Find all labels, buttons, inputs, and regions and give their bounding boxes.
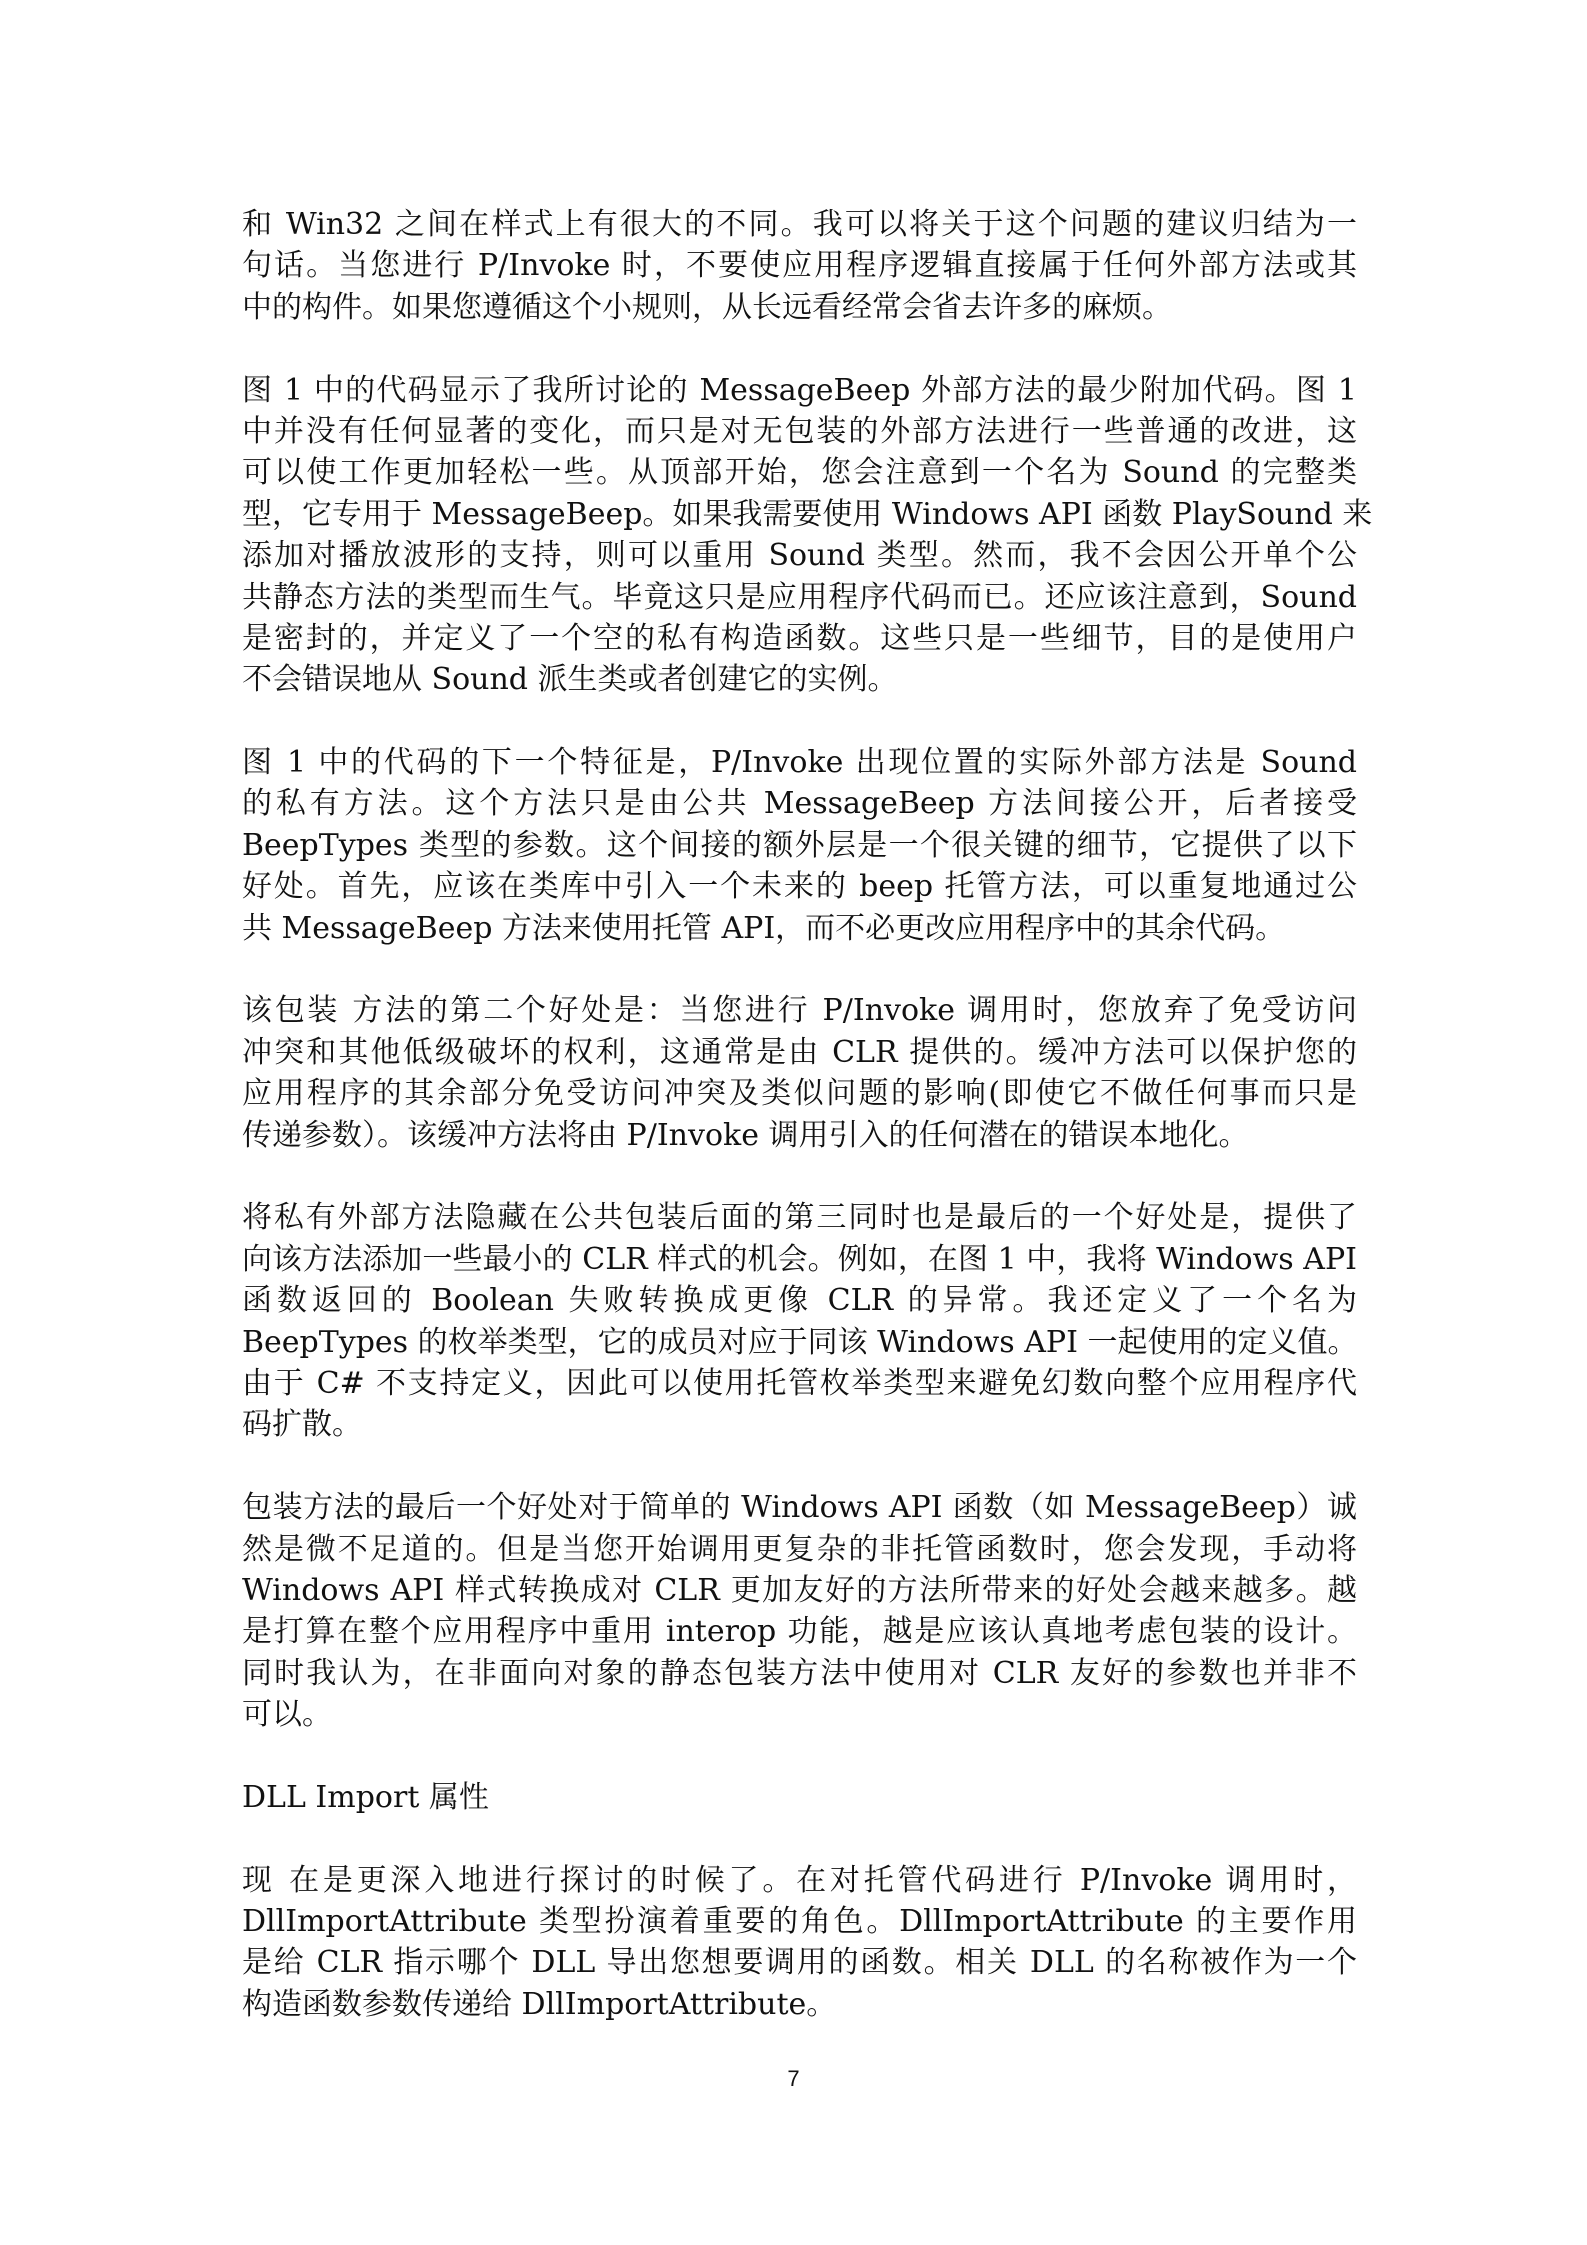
text-line: 不会错误地从 Sound 派生类或者创建它的实例。 [242,662,898,698]
text-line: 传递参数）。该缓冲方法将由 P/Invoke 调用引入的任何潜在的错误本地化。 [242,1117,1249,1153]
page-number: 7 [787,2066,800,2091]
text-line: 可以使工作更加轻松一些。从顶部开始，您会注意到一个名为 Sound 的完整类 [242,455,1357,491]
text-line: DllImportAttribute 类型扮演着重要的角色。DllImportAttribute 的主要作用 [242,1904,1357,1940]
text-line: 该包装 方法的第二个好处是：当您进行 P/Invoke 调用时，您放弃了免受访问 [242,993,1357,1029]
text-line: 然是微不足道的。但是当您开始调用更复杂的非托管函数时，您会发现，手动将 [242,1531,1357,1567]
text-line: 可以。 [242,1697,332,1733]
text-line: 中并没有任何显著的变化，而只是对无包装的外部方法进行一些普通的改进，这 [242,413,1357,449]
section-heading [242,1777,1357,1818]
text-line: 向该方法添加一些最小的 CLR 样式的机会。例如，在图 1 中，我将 Windows API [242,1241,1357,1277]
text-line: 句话。当您进行 P/Invoke 时，不要使应用程序逻辑直接属于任何外部方法或其 [242,248,1357,284]
text-line: 是给 CLR 指示哪个 DLL 导出您想要调用的函数。相关 DLL 的名称被作为一个 [242,1945,1357,1981]
text-line: 的私有方法。这个方法只是由公共 MessageBeep 方法间接公开，后者接受 [242,786,1357,822]
text-line: 共 MessageBeep 方法来使用托管 API，而不必更改应用程序中的其余代码。 [242,910,1286,946]
text-line: 现 在是更深入地进行探讨的时候了。在对托管代码进行 P/Invoke 调用时， [242,1862,1357,1898]
text-line: 将私有外部方法隐藏在公共包装后面的第三同时也是最后的一个好处是，提供了 [242,1200,1357,1236]
text-line: 是密封的，并定义了一个空的私有构造函数。这些只是一些细节，目的是使用户 [242,620,1357,656]
paragraph [242,1197,1357,1445]
text-line: Windows API 样式转换成对 CLR 更加友好的方法所带来的好处会越来越多。越 [242,1572,1357,1608]
text-line: 冲突和其他低级破坏的权利，这通常是由 CLR 提供的。缓冲方法可以保护您的 [242,1034,1357,1070]
text-line: BeepTypes 的枚举类型，它的成员对应于同该 Windows API 一起使用的定义值。 [242,1324,1358,1360]
paragraph [242,204,1357,328]
text-line: 好处。首先，应该在类库中引入一个未来的 beep 托管方法，可以重复地通过公 [242,869,1357,905]
text-line: 型，它专用于 MessageBeep。如果我需要使用 Windows API 函数 PlaySound 来 [242,496,1373,532]
text-line: 包装方法的最后一个好处对于简单的 Windows API 函数（如 MessageBeep）诚 [242,1490,1357,1526]
text-line: 图 1 中的代码显示了我所讨论的 MessageBeep 外部方法的最少附加代码。图 1 [242,372,1357,408]
paragraph [242,990,1357,1156]
document-body [242,204,1373,2067]
text-line: 由于 C# 不支持定义，因此可以使用托管枚举类型来避免幻数向整个应用程序代 [242,1365,1357,1401]
paragraph [242,370,1373,701]
text-line: 同时我认为，在非面向对象的静态包装方法中使用对 CLR 友好的参数也并非不 [242,1655,1357,1691]
text-line: 是打算在整个应用程序中重用 interop 功能，越是应该认真地考虑包装的设计。 [242,1614,1357,1650]
text-line: 共静态方法的类型而生气。毕竟这只是应用程序代码而已。还应该注意到，Sound [242,579,1357,615]
text-line: 添加对播放波形的支持，则可以重用 Sound 类型。然而，我不会因公开单个公 [242,538,1357,574]
text-line: DLL Import 属性 [242,1779,489,1815]
paragraph [242,1860,1357,2026]
paragraph [242,742,1357,949]
paragraph [242,1487,1357,1735]
text-line: 码扩散。 [242,1407,362,1443]
text-line: 中的构件。如果您遵循这个小规则，从长远看经常会省去许多的麻烦。 [242,289,1172,325]
text-line: 应用程序的其余部分免受访问冲突及类似问题的影响(即使它不做任何事而只是 [242,1076,1357,1112]
text-line: 和 Win32 之间在样式上有很大的不同。我可以将关于这个问题的建议归结为一 [242,207,1357,242]
text-line: 函数返回的 Boolean 失败转换成更像 CLR 的异常。我还定义了一个名为 [242,1283,1357,1319]
text-line: 构造函数参数传递给 DllImportAttribute。 [242,1986,837,2022]
text-line: 图 1 中的代码的下一个特征是，P/Invoke 出现位置的实际外部方法是 Sound [242,745,1357,781]
text-line: BeepTypes 类型的参数。这个间接的额外层是一个很关键的细节，它提供了以下 [242,827,1357,863]
